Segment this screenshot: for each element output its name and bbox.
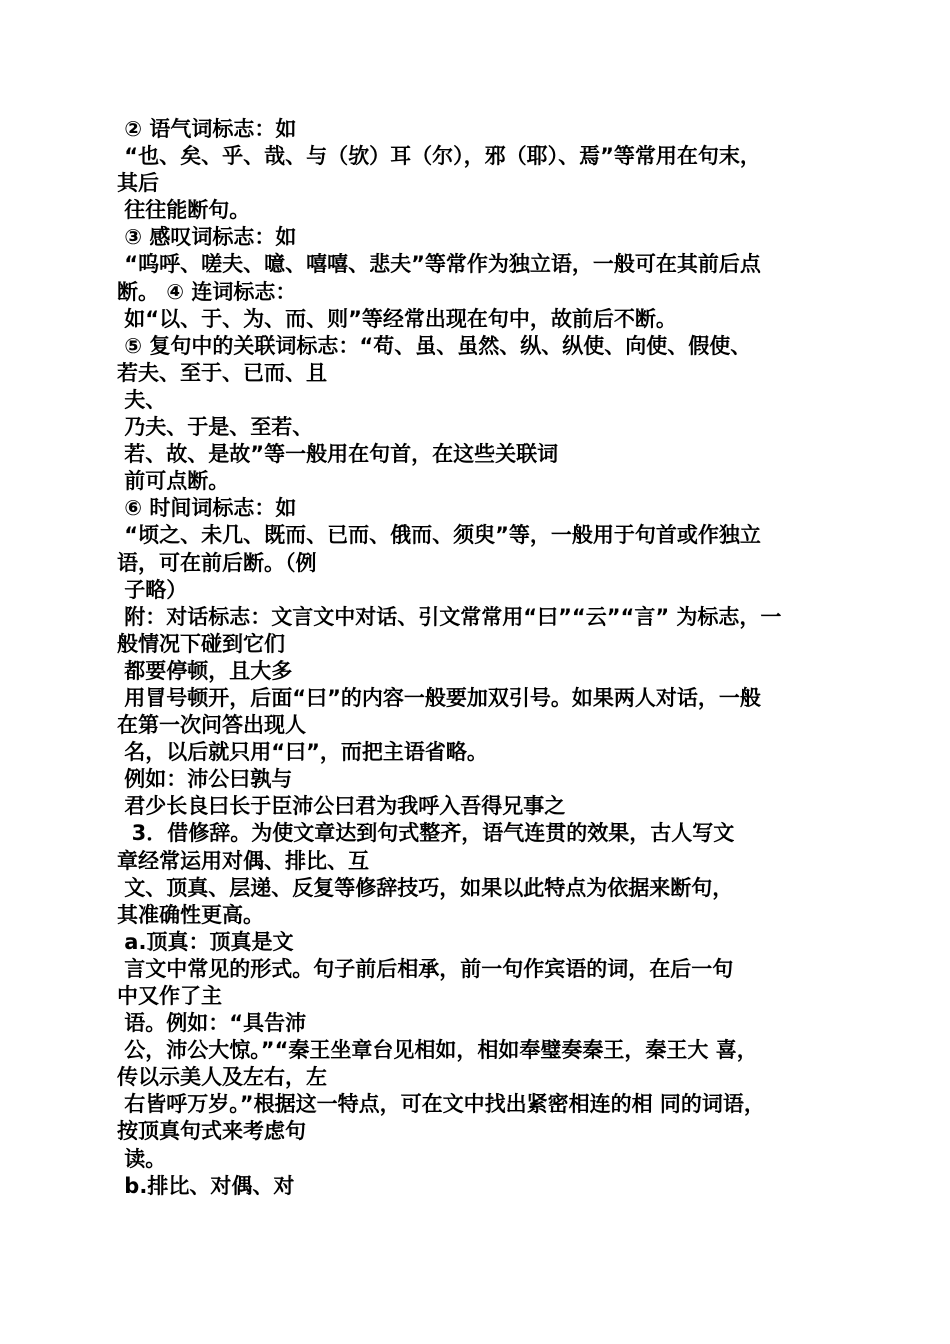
text-line: a.顶真：顶真是文 bbox=[117, 929, 294, 954]
text-line: 往往能断句。 bbox=[117, 198, 251, 223]
text-line: ⑤ 复句中的关联词标志：“苟、虽、虽然、纵、纵使、向使、假使、 bbox=[117, 333, 752, 358]
text-line: 般情况下碰到它们 bbox=[117, 631, 285, 656]
text-line: b.排比、对偶、对 bbox=[117, 1173, 295, 1198]
text-line: 在第一次问答出现人 bbox=[117, 713, 306, 738]
text-line: ③ 感叹词标志：如 bbox=[117, 225, 297, 250]
text-line: 子略） bbox=[117, 577, 188, 602]
text-line: 例如：沛公曰孰与 bbox=[117, 767, 293, 792]
text-line: 断。 ④ 连词标志： bbox=[117, 279, 297, 304]
text-line: 其后 bbox=[117, 171, 159, 196]
text-line: 语。例如：“具告沛 bbox=[117, 1011, 307, 1036]
text-line: “顷之、未几、既而、已而、俄而、须臾”等，一般用于句首或作独立 bbox=[117, 523, 761, 548]
text-line: 语，可在前后断。（例 bbox=[117, 550, 317, 575]
text-line: 君少长良曰长于臣沛公曰君为我呼入吾得兄事之 bbox=[117, 794, 566, 819]
text-line: 3．借修辞。为使文章达到句式整齐，语气连贯的效果，古人写文 bbox=[117, 821, 735, 846]
text-line: 读。 bbox=[117, 1146, 167, 1171]
text-line: 传以示美人及左右，左 bbox=[117, 1065, 327, 1090]
text-line: 其准确性更高。 bbox=[117, 902, 264, 927]
document-page bbox=[117, 116, 847, 1200]
text-line: 若夫、至于、已而、且 bbox=[117, 360, 327, 385]
text-line: 按顶真句式来考虑句 bbox=[117, 1119, 306, 1144]
text-line: 右皆呼万岁。”根据这一特点，可在文中找出紧密相连的相 同的词语， bbox=[117, 1092, 765, 1117]
text-line: 都要停顿，且大多 bbox=[117, 658, 293, 683]
text-line: 章经常运用对偶、排比、互 bbox=[117, 848, 369, 873]
text-line: 如“以、于、为、而、则”等经常出现在句中，故前后不断。 bbox=[117, 306, 677, 331]
text-line: 文、顶真、层递、反复等修辞技巧，如果以此特点为依据来断句， bbox=[117, 875, 734, 900]
text-line: 言文中常见的形式。句子前后相承，前一句作宾语的词，在后一句 bbox=[117, 956, 734, 981]
text-line: 名，以后就只用“曰”，而把主语省略。 bbox=[117, 740, 488, 765]
text-line: 用冒号顿开，后面“曰”的内容一般要加双引号。如果两人对话，一般 bbox=[117, 685, 761, 710]
text-line: ⑥ 时间词标志：如 bbox=[117, 496, 297, 521]
text-line: ② 语气词标志：如 bbox=[117, 117, 297, 141]
text-line: 乃夫、于是、至若、 bbox=[117, 415, 314, 440]
text-line: 附：对话标志：文言文中对话、引文常常用“曰”“云”“言” 为标志，一 bbox=[117, 604, 782, 629]
text-line: 若、故、是故”等一般用在句首，在这些关联词 bbox=[117, 442, 559, 467]
text-line: “呜呼、嗟夫、噫、嘻嘻、悲夫”等常作为独立语，一般可在其前后点 bbox=[117, 252, 761, 277]
text-line: 公，沛公大惊。”“秦王坐章台见相如，相如奉璧奏秦王，秦王大 喜， bbox=[117, 1038, 758, 1063]
text-line: “也、矣、乎、哉、与（欤）耳（尔），邪（耶）、焉”等常用在句末， bbox=[117, 144, 761, 169]
text-line: 夫、 bbox=[117, 387, 167, 412]
text-line: 前可点断。 bbox=[117, 469, 230, 494]
text-line: 中又作了主 bbox=[117, 984, 222, 1008]
